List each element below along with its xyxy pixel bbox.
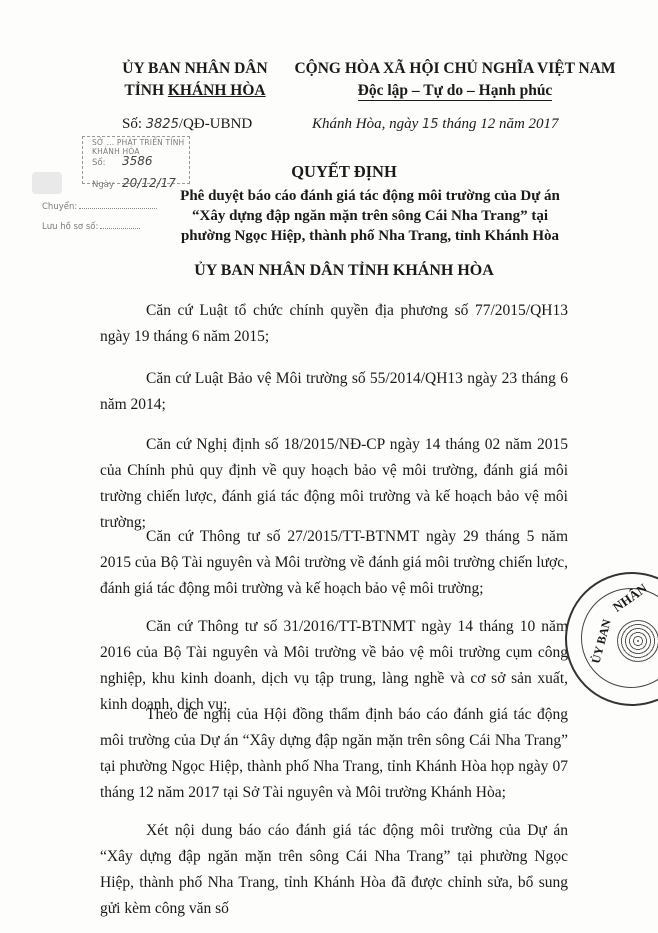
seal-emblem-icon (617, 620, 658, 662)
legal-basis-4: Căn cứ Thông tư số 27/2015/TT-BTNMT ngày 29 tháng 5 năm 2015 của Bộ Tài nguyên và Môi trường về đánh giá môi trường chiến lược, đánh giá tác động môi trường và kế hoạch bảo vệ môi trường; (100, 528, 568, 597)
legal-basis-2: Căn cứ Luật Bảo vệ Môi trường số 55/2014/QH13 ngày 23 tháng 6 năm 2014; (100, 370, 568, 413)
legal-basis-1: Căn cứ Luật tổ chức chính quyền địa phương số 77/2015/QH13 ngày 19 tháng 6 năm 2015; (100, 302, 568, 345)
place-and-date (312, 116, 559, 133)
subject-line-2: “Xây dựng đập ngăn mặn trên sông Cái Nha Trang” tại (191, 208, 548, 224)
stamp-ngay-value: 20/12/17 (122, 176, 176, 190)
council-proposal: Theo đề nghị của Hội đồng thẩm định báo cáo đánh giá tác động môi trường của Dự án “Xây dựng đập ngăn mặn trên sông Cái Nha Trang” tại phường Ngọc Hiệp, thành phố Nha Trang, tỉnh Khánh Hòa họp ngày 07 tháng 12 năm 2017 tại Sở Tài nguyên và Môi trường Khánh Hòa; (100, 706, 568, 801)
authority-line2 (100, 80, 290, 102)
consideration: Xét nội dung báo cáo đánh giá tác động môi trường của Dự án “Xây dựng đập ngăn mặn trên sông Cái Nha Trang” tại phường Ngọc Hiệp, thành phố Nha Trang, tỉnh Khánh Hòa đã được chỉnh sửa, bổ sung gửi kèm công văn số (100, 822, 568, 917)
stamp-luu-label: Lưu hồ sơ số: (42, 222, 99, 232)
stamp-luu (42, 222, 140, 232)
stamp-chuyen-dots (79, 208, 157, 209)
doc-no-suffix: /QĐ-UBND (178, 116, 253, 132)
authority-line2-prefix: TỈNH (124, 82, 168, 99)
authority-line2-province: KHÁNH HÒA (167, 82, 266, 99)
decision-title: QUYẾT ĐỊNH (291, 162, 397, 181)
issuer-heading: ỦY BAN NHÂN DÂN TỈNH KHÁNH HÒA (194, 262, 494, 279)
national-header (290, 58, 620, 102)
subject-line-3: phường Ngọc Hiệp, thành phố Nha Trang, tỉnh Khánh Hòa (180, 228, 560, 244)
authority-line1: ỦY BAN NHÂN DÂN (122, 60, 268, 77)
legal-basis-5: Căn cứ Thông tư số 31/2016/TT-BTNMT ngày 14 tháng 10 năm 2016 của Bộ Tài nguyên và Môi trường về bảo vệ môi trường cụm công nghiệp, khu kinh doanh, dịch vụ tập trung, làng nghề và cơ sở sản xuất, kinh doanh, dịch vụ; (100, 618, 568, 713)
stamp-so-label: Số: (92, 158, 106, 168)
stamp-ngay-label: Ngày (92, 180, 114, 190)
stamp-chuyen (42, 202, 157, 212)
doc-no-handwritten: 3825 (145, 117, 179, 132)
stamp-title: SỞ ... PHÁT TRIỂN TỈNH KHÁNH HÒA (92, 138, 185, 156)
national-motto: Độc lập – Tự do – Hạnh phúc (357, 82, 553, 99)
stamp-chuyen-label: Chuyển: (42, 202, 78, 212)
document-number (122, 116, 252, 133)
legal-basis-3: Căn cứ Nghị định số 18/2015/NĐ-CP ngày 14 tháng 02 năm 2015 của Chính phủ quy định về quy hoạch bảo vệ môi trường, đánh giá môi trường chiến lược, đánh giá tác động môi trường và kế hoạch bảo vệ môi trường; (100, 436, 568, 531)
subject-line-1: Phê duyệt báo cáo đánh giá tác động môi trường của Dự án (180, 188, 560, 204)
nation-name: CỘNG HÒA XÃ HỘI CHỦ NGHĨA VIỆT NAM (294, 60, 616, 77)
place-date-prefix: Khánh Hòa, ngày (312, 116, 422, 132)
seal-text-top: NHÂN (609, 580, 650, 615)
seal-text-left: ỦY BAN (588, 617, 614, 666)
decision-subject (150, 186, 590, 246)
issuing-authority (100, 58, 290, 102)
doc-no-prefix: Số: (122, 116, 146, 132)
stamp-luu-dots (100, 228, 140, 229)
place-date-suffix: tháng 12 năm 2017 (438, 116, 559, 132)
date-day-handwritten: 15 (422, 117, 439, 132)
official-seal (565, 572, 658, 706)
stamp-so-value: 3586 (122, 154, 153, 168)
